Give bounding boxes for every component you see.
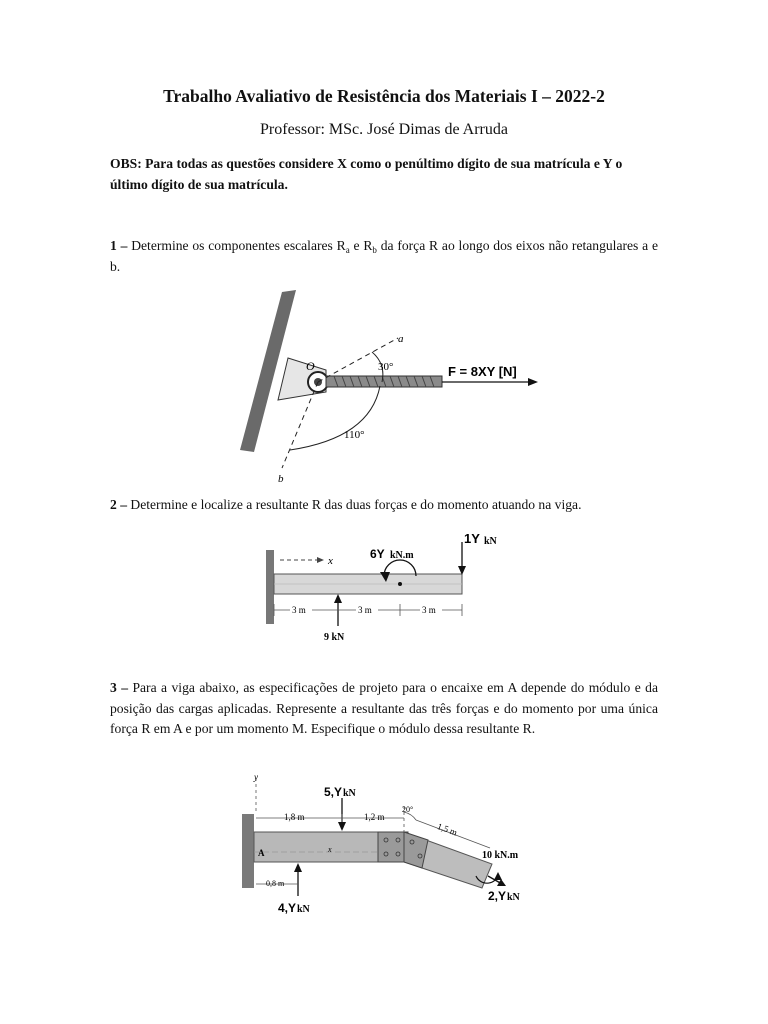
wall — [266, 550, 274, 624]
figure-3 — [236, 772, 546, 921]
force-bottom-label: 9 kN — [324, 632, 345, 643]
question-text: e R — [349, 238, 373, 253]
dimension-1: 1,8 m — [284, 812, 305, 822]
question-text: Para a viga abaixo, as especificações de projeto para o encaixe em A depende do módulo e da posição das cargas aplicadas. Represente a resultante das três forças e do momento por uma única força R em A e por um momento M. Especifique o módulo dessa resultante R. — [110, 680, 658, 736]
arrow-head — [528, 378, 538, 386]
angle-110-label: 110° — [344, 429, 365, 441]
figure-1 — [230, 290, 550, 490]
question-text: Determine os componentes escalares R — [127, 238, 346, 253]
moment-label: 10 kN.m — [482, 850, 519, 861]
moment-value: 6Y — [370, 547, 385, 561]
question-text: da força R ao longo dos eixos não retangulares a e b. — [110, 238, 658, 274]
force-end-value: 2,Y — [488, 889, 507, 903]
axis-b-label: b — [278, 473, 284, 485]
y-axis-label: y — [254, 772, 258, 782]
angle-label: 20° — [402, 805, 414, 814]
dimension-3: 3 m — [422, 605, 436, 615]
dimension-4: 0,8 m — [266, 879, 285, 888]
obs-note: OBS: Para todas as questões considere X como o penúltimo dígito de sua matrícula e Y o último dígito de sua matrícula. — [110, 156, 623, 192]
x-axis-label: x — [328, 845, 332, 854]
figure-2 — [262, 528, 552, 648]
x-axis-label: x — [328, 555, 333, 567]
dimension-2: 1,2 m — [364, 812, 385, 822]
force-top-unit: kN — [484, 536, 497, 547]
force-top-value: 5,Y — [324, 785, 343, 799]
subscript: b — [372, 245, 377, 255]
moment-center — [398, 582, 402, 586]
force-end-unit: kN — [507, 892, 520, 903]
question-number: 3 – — [110, 680, 129, 695]
question-text: Determine e localize a resultante R das duas forças e do momento atuando na viga. — [127, 497, 582, 512]
dimension-3: 1,5 m — [435, 821, 459, 838]
point-o-label: O — [306, 359, 315, 373]
question-3 — [110, 678, 658, 740]
axis-a-label: a — [398, 333, 404, 345]
force-top-value: 1Y — [464, 531, 480, 546]
question-number: 2 – — [110, 497, 127, 512]
professor-line: Professor: MSc. José Dimas de Arruda — [260, 121, 508, 138]
dimension-2: 3 m — [358, 605, 372, 615]
axis-a — [318, 338, 398, 382]
wall — [242, 814, 254, 888]
subscript: a — [345, 245, 350, 255]
question-1 — [110, 236, 658, 277]
question-2 — [110, 495, 658, 516]
point-a-label: A — [258, 848, 265, 858]
force-top-unit: kN — [343, 788, 356, 799]
page-title: Trabalho Avaliativo de Resistência dos Materiais I – 2022-2 — [163, 86, 605, 106]
force-bottom-value: 4,Y — [278, 901, 297, 915]
dimension-1: 3 m — [292, 605, 306, 615]
force-bottom-unit: kN — [297, 904, 310, 915]
moment-unit: kN.m — [390, 550, 414, 561]
question-number: 1 – — [110, 238, 128, 253]
angle-30-label: 30° — [378, 361, 394, 373]
force-label: F = 8XY [N] — [448, 364, 517, 379]
